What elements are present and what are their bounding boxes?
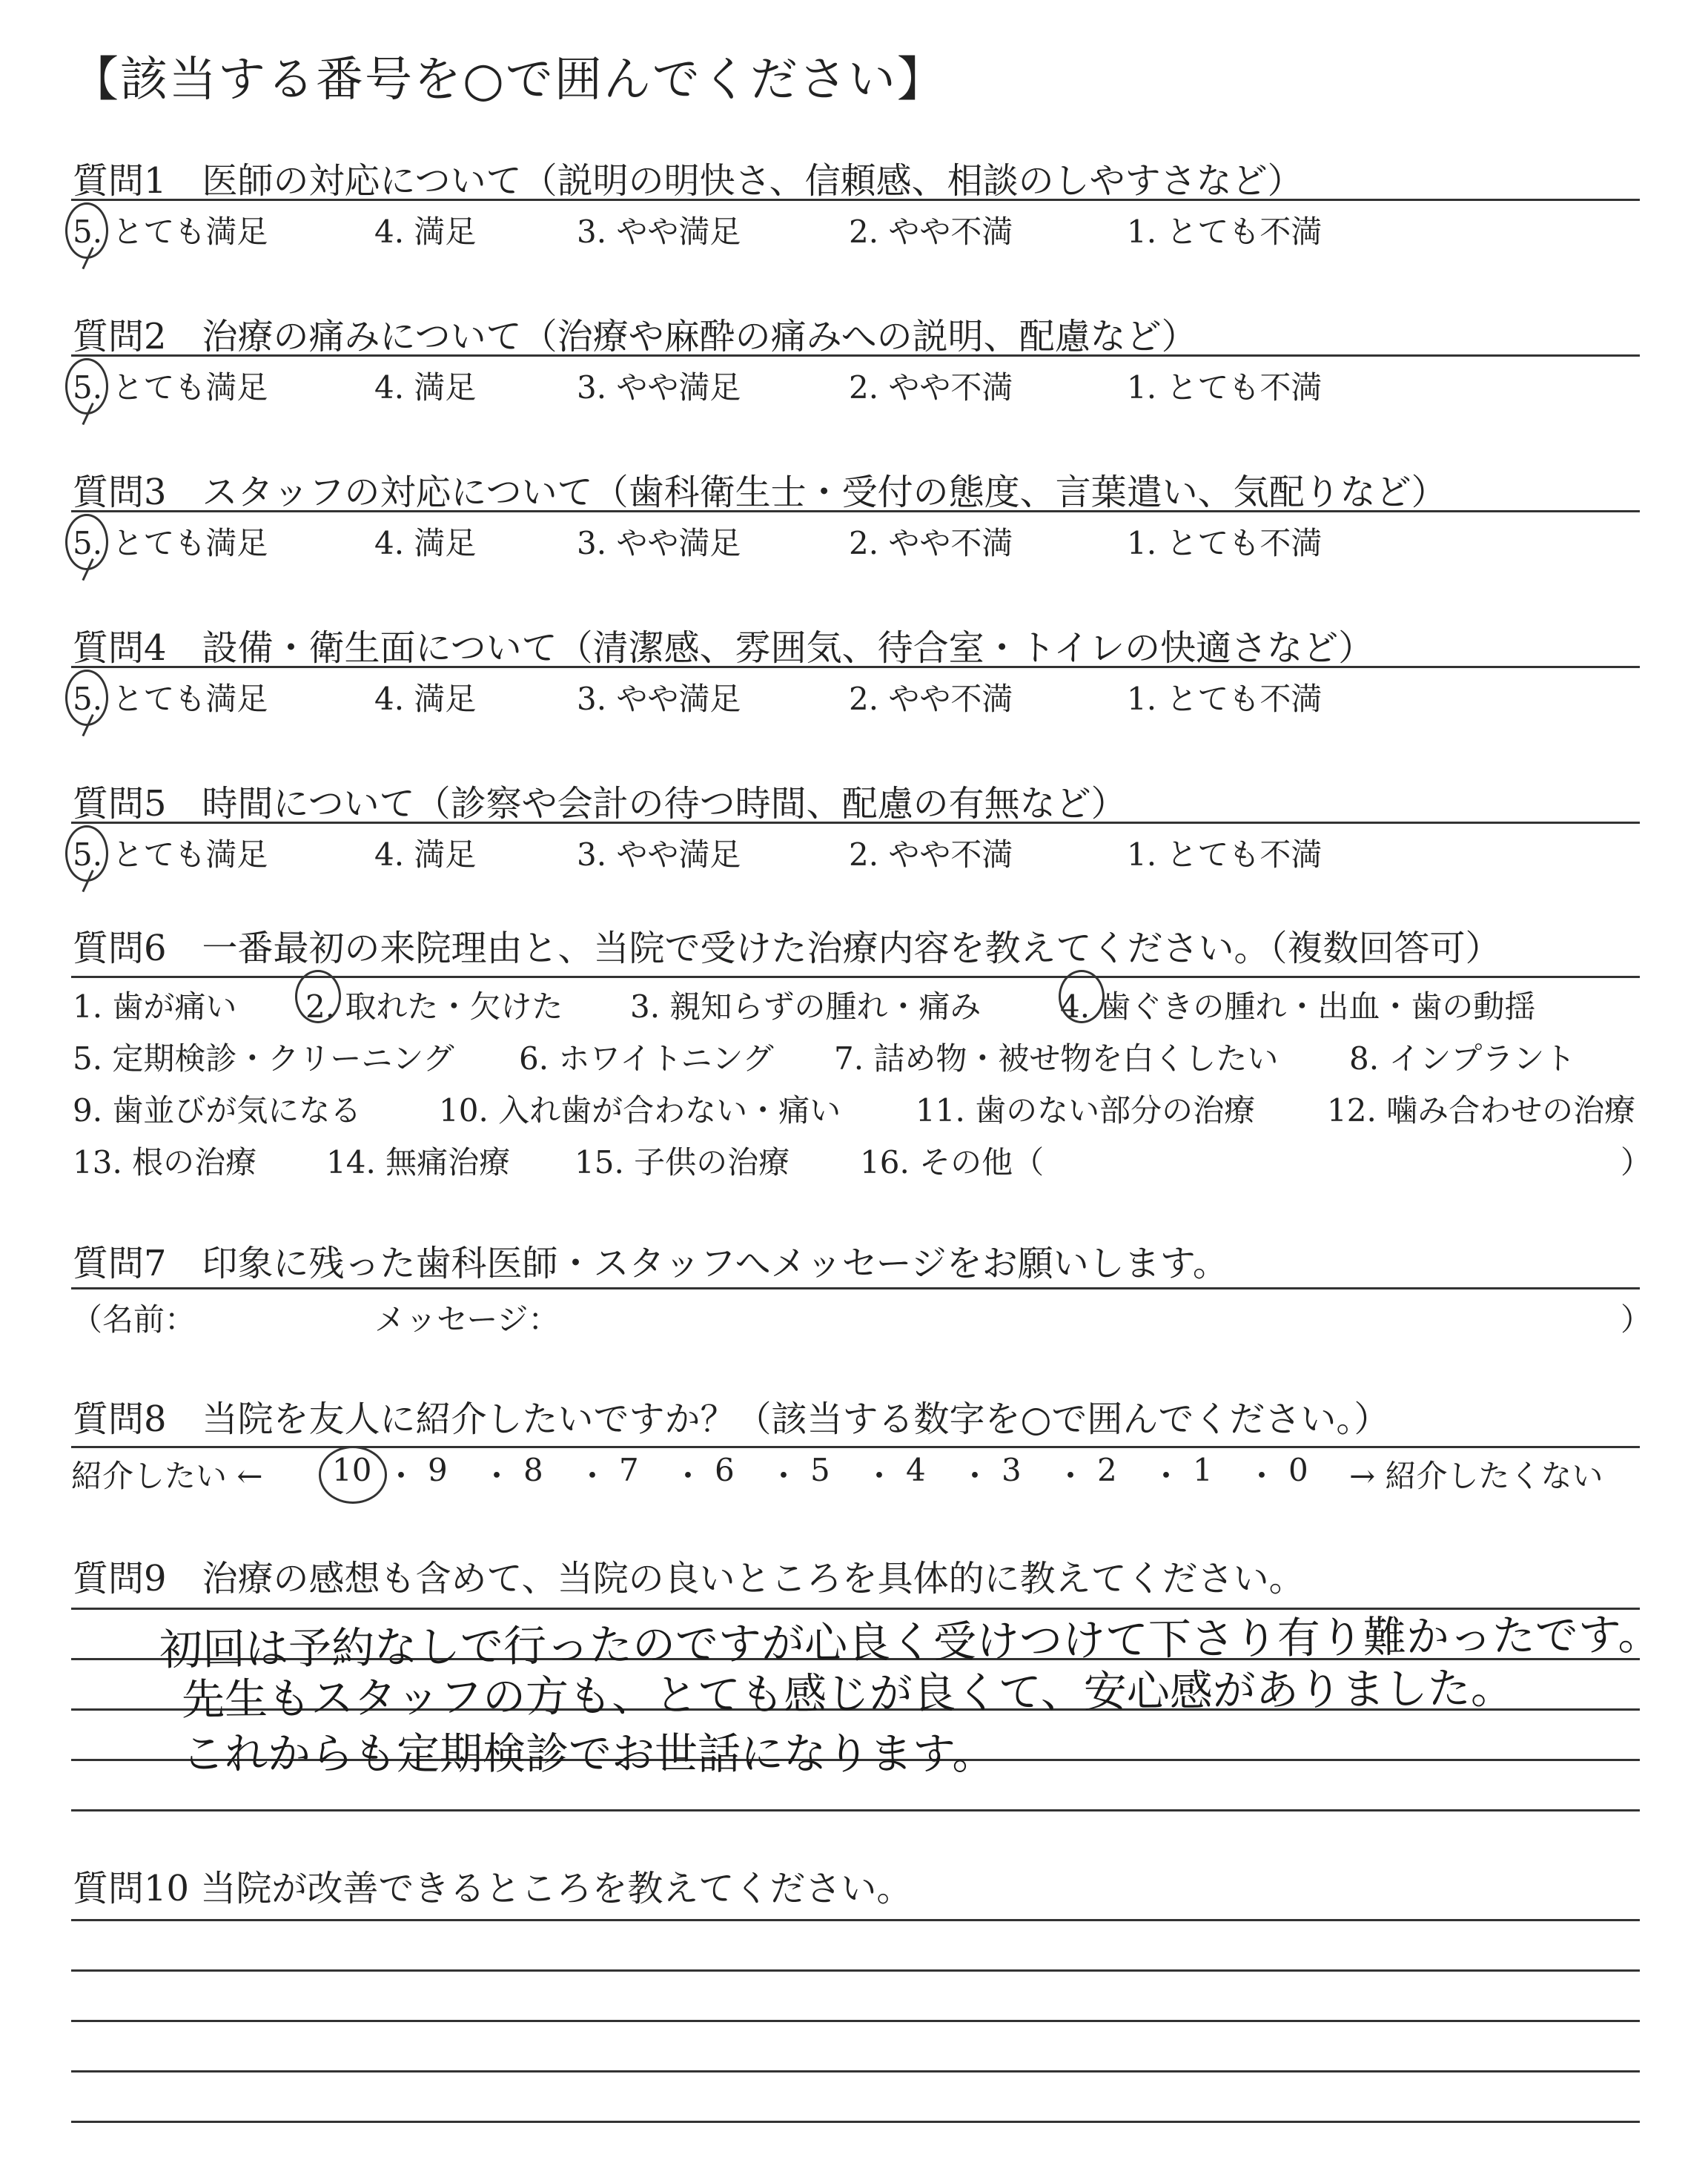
q8-separator: ・: [1055, 1458, 1087, 1494]
q8-right-label: → 紹介したくない: [1349, 1458, 1603, 1494]
q9-line-5: [71, 1809, 1640, 1811]
q1-selection-circle: [65, 202, 108, 259]
q8-number-3[interactable]: 3: [1002, 1452, 1022, 1488]
q8-number-10[interactable]: 10: [332, 1452, 372, 1488]
q1-option-1[interactable]: 1. とても不満: [1127, 214, 1323, 250]
q9-answer-line-2: 先生もスタッフの方も、とても感じが良くて、安心感がありました。: [181, 1662, 1515, 1725]
q5-option-1[interactable]: 1. とても不満: [1127, 836, 1323, 873]
q4-option-4[interactable]: 4. 満足: [374, 681, 477, 717]
q8-number-9[interactable]: 9: [428, 1452, 448, 1488]
q6-option-4[interactable]: 4. 歯ぐきの腫れ・出血・歯の動揺: [1060, 988, 1536, 1025]
q6-option-16[interactable]: 16. その他（: [860, 1144, 1045, 1180]
q4-option-2[interactable]: 2. やや不満: [849, 681, 1013, 717]
question-10-title: 質問10 当院が改善できるところを教えてください。: [73, 1868, 913, 1909]
q6-option-2[interactable]: 2. 取れた・欠けた: [305, 988, 563, 1025]
q1-option-2[interactable]: 2. やや不満: [849, 214, 1013, 250]
q8-number-5[interactable]: 5: [810, 1452, 830, 1488]
q8-separator: ・: [1151, 1458, 1182, 1494]
q8-separator: ・: [481, 1458, 513, 1494]
q1-option-5[interactable]: 5. とても満足: [73, 214, 268, 250]
q5-option-2[interactable]: 2. やや不満: [849, 836, 1013, 873]
q6-option-12[interactable]: 12. 噛み合わせの治療: [1327, 1092, 1636, 1129]
q2-selection-circle: [65, 358, 108, 415]
q5-selection-circle: [65, 825, 108, 882]
q6-option-10[interactable]: 10. 入れ歯が合わない・痛い: [439, 1092, 841, 1129]
q4-option-3[interactable]: 3. やや満足: [577, 681, 741, 717]
q8-number-4[interactable]: 4: [906, 1452, 926, 1488]
q6-option-5[interactable]: 5. 定期検診・クリーニング: [73, 1040, 454, 1077]
question-7-title: 質問7 印象に残った歯科医師・スタッフへメッセージをお願いします。: [73, 1243, 1228, 1284]
q3-option-5[interactable]: 5. とても満足: [73, 525, 268, 561]
q4-option-1[interactable]: 1. とても不満: [1127, 681, 1323, 717]
q8-number-7[interactable]: 7: [619, 1452, 639, 1488]
q8-separator: ・: [672, 1458, 704, 1494]
q2-option-5[interactable]: 5. とても満足: [73, 369, 268, 406]
q6-option-9[interactable]: 9. 歯並びが気になる: [73, 1092, 362, 1129]
q8-number-1[interactable]: 1: [1193, 1452, 1213, 1488]
question-4-title: 質問4 設備・衛生面について（清潔感、雰囲気、待合室・トイレの快適さなど）: [73, 627, 1374, 669]
q6-option-11[interactable]: 11. 歯のない部分の治療: [916, 1092, 1256, 1129]
q3-option-4[interactable]: 4. 満足: [374, 525, 477, 561]
q3-option-1[interactable]: 1. とても不満: [1127, 525, 1323, 561]
q9-answer-line-3: これからも定期検診でお世話になります。: [182, 1728, 996, 1779]
question-8-rule: [71, 1446, 1640, 1448]
q5-option-4[interactable]: 4. 満足: [374, 836, 477, 873]
q3-option-3[interactable]: 3. やや満足: [577, 525, 741, 561]
q6-option-8[interactable]: 8. インプラント: [1349, 1040, 1576, 1077]
q2-option-4[interactable]: 4. 満足: [374, 369, 477, 406]
q5-option-5[interactable]: 5. とても満足: [73, 836, 268, 873]
q2-option-1[interactable]: 1. とても不満: [1127, 369, 1323, 406]
q3-option-2[interactable]: 2. やや不満: [849, 525, 1013, 561]
q8-number-0[interactable]: 0: [1288, 1452, 1308, 1488]
page-title: 【該当する番号を○で囲んでください】: [71, 53, 946, 108]
q1-option-3[interactable]: 3. やや満足: [577, 214, 741, 250]
q1-option-4[interactable]: 4. 満足: [374, 214, 477, 250]
q4-option-5[interactable]: 5. とても満足: [73, 681, 268, 717]
q4-selection-circle: [65, 670, 108, 726]
q8-separator: ・: [864, 1458, 896, 1494]
q10-line-5: [71, 2121, 1640, 2123]
question-4-rule: [71, 666, 1640, 668]
question-7-rule: [71, 1287, 1640, 1289]
q2-option-2[interactable]: 2. やや不満: [849, 369, 1013, 406]
q6-option-6[interactable]: 6. ホワイトニング: [519, 1040, 774, 1077]
q8-number-2[interactable]: 2: [1097, 1452, 1117, 1488]
q10-line-3: [71, 2020, 1640, 2022]
q6-option-13[interactable]: 13. 根の治療: [73, 1144, 257, 1180]
q8-number-8[interactable]: 8: [523, 1452, 543, 1488]
q6-option-3[interactable]: 3. 親知らずの腫れ・痛み: [630, 988, 982, 1025]
q6-option-1[interactable]: 1. 歯が痛い: [73, 988, 237, 1025]
q6-close-paren: ）: [1621, 1144, 1652, 1180]
question-6-title: 質問6 一番最初の来院理由と、当院で受けた治療内容を教えてください。（複数回答可）: [73, 928, 1501, 969]
question-5-title: 質問5 時間について（診察や会計の待つ時間、配慮の有無など）: [73, 783, 1127, 825]
q6-option-7[interactable]: 7. 詰め物・被せ物を白くしたい: [834, 1040, 1279, 1077]
q2-option-3[interactable]: 3. やや満足: [577, 369, 741, 406]
q5-option-3[interactable]: 3. やや満足: [577, 836, 741, 873]
question-2-title: 質問2 治療の痛みについて（治療や麻酔の痛みへの説明、配慮など）: [73, 316, 1197, 357]
question-8-title: 質問8 当院を友人に紹介したいですか？（該当する数字を○で囲んでください。）: [73, 1398, 1390, 1440]
q8-selection-circle: [319, 1446, 387, 1504]
q6-selection-circle-2: [295, 970, 341, 1023]
question-9-title: 質問9 治療の感想も含めて、当院の良いところを具体的に教えてください。: [73, 1558, 1305, 1599]
q10-line-4: [71, 2070, 1640, 2073]
question-1-title: 質問1 医師の対応について（説明の明快さ、信頼感、相談のしやすさなど）: [73, 160, 1303, 202]
q8-separator: ・: [577, 1458, 609, 1494]
q7-message-label: メッセージ：: [374, 1301, 560, 1338]
q8-separator: ・: [959, 1458, 991, 1494]
question-5-rule: [71, 822, 1640, 824]
q3-selection-circle: [65, 514, 108, 570]
q8-number-6[interactable]: 6: [715, 1452, 735, 1488]
q8-separator: ・: [385, 1458, 417, 1494]
question-1-rule: [71, 199, 1640, 201]
q9-answer-line-1: 初回は予約なしで行ったのですが心良く受けつけて下さり有り難かったです。: [159, 1608, 1661, 1675]
question-3-title: 質問3 スタッフの対応について（歯科衛生士・受付の態度、言葉遣い、気配りなど）: [73, 472, 1447, 513]
question-2-rule: [71, 354, 1640, 357]
q8-left-label: 紹介したい ←: [71, 1458, 263, 1494]
q10-line-2: [71, 1969, 1640, 1972]
q6-option-15[interactable]: 15. 子供の治療: [575, 1144, 790, 1180]
q8-separator: ・: [768, 1458, 800, 1494]
q10-line-1: [71, 1919, 1640, 1921]
q6-selection-circle-4: [1059, 970, 1105, 1023]
q8-separator: ・: [1246, 1458, 1278, 1494]
q6-option-14[interactable]: 14. 無痛治療: [326, 1144, 511, 1180]
q7-name-label: （名前：: [71, 1301, 196, 1338]
question-3-rule: [71, 510, 1640, 512]
q7-close-paren: ）: [1621, 1301, 1652, 1338]
